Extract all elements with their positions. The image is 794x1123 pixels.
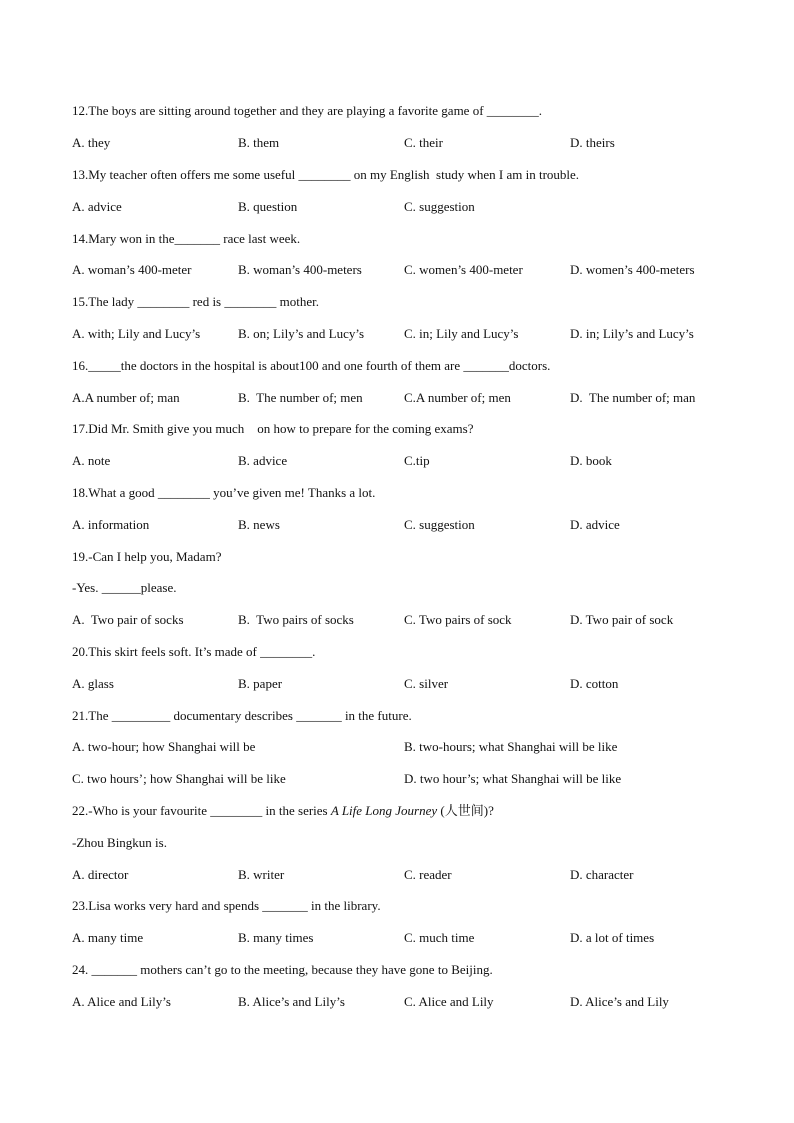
q16-option-b: B. The number of; men	[238, 390, 363, 405]
q22-option-a: A. director	[72, 867, 129, 882]
q17-option-d: D. book	[570, 453, 612, 468]
question-21: 21.The _________ documentary describes _______ in the future.	[72, 708, 412, 723]
q24-option-d: D. Alice’s and Lily	[570, 994, 669, 1009]
question-15: 15.The lady ________ red is ________ mother.	[72, 294, 319, 309]
question-16: 16._____the doctors in the hospital is about100 and one fourth of them are _______doctors.	[72, 358, 551, 373]
q18-option-a: A. information	[72, 517, 150, 532]
q19-option-b: B. Two pairs of socks	[238, 612, 354, 627]
question-20: 20.This skirt feels soft. It’s made of ________.	[72, 644, 316, 659]
q12-option-d: D. theirs	[570, 135, 615, 150]
q13-option-b: B. question	[238, 199, 298, 214]
q22-option-b: B. writer	[238, 867, 285, 882]
q14-option-a: A. woman’s 400-meter	[72, 262, 192, 277]
question-23: 23.Lisa works very hard and spends _______ in the library.	[72, 898, 381, 913]
q17-option-a: A. note	[72, 453, 111, 468]
q18-option-b: B. news	[238, 517, 280, 532]
q13-option-c: C. suggestion	[404, 199, 475, 214]
q22-option-c: C. reader	[404, 867, 452, 882]
q15-option-b: B. on; Lily’s and Lucy’s	[238, 326, 365, 341]
q18-option-d: D. advice	[570, 517, 620, 532]
q12-option-c: C. their	[404, 135, 443, 150]
question-24: 24. _______ mothers can’t go to the meeting, because they have gone to Beijing.	[72, 962, 493, 977]
question-13: 13.My teacher often offers me some useful ________ on my English study when I am in trouble.	[72, 167, 580, 182]
q20-option-c: C. silver	[404, 676, 449, 691]
q24-option-c: C. Alice and Lily	[404, 994, 494, 1009]
q12-option-a: A. they	[72, 135, 111, 150]
question-22-part-b: (人世间)?	[437, 803, 494, 818]
q14-option-c: C. women’s 400-meter	[404, 262, 523, 277]
q23-option-c: C. much time	[404, 930, 475, 945]
q19-option-d: D. Two pair of sock	[570, 612, 674, 627]
q17-option-b: B. advice	[238, 453, 288, 468]
q13-option-a: A. advice	[72, 199, 122, 214]
q16-option-d: D. The number of; man	[570, 390, 696, 405]
question-12: 12.The boys are sitting around together and they are playing a favorite game of ________.	[72, 103, 543, 118]
question-22-reply: -Zhou Bingkun is.	[72, 835, 167, 850]
q18-option-c: C. suggestion	[404, 517, 475, 532]
series-title: A Life Long Journey	[330, 803, 438, 818]
q23-option-b: B. many times	[238, 930, 314, 945]
q21-option-c: C. two hours’; how Shanghai will be like	[72, 771, 286, 786]
question-19: 19.-Can I help you, Madam?	[72, 549, 222, 564]
q16-option-a: A.A number of; man	[72, 390, 180, 405]
question-19-reply: -Yes. ______please.	[72, 580, 177, 595]
q23-option-d: D. a lot of times	[570, 930, 655, 945]
q20-option-b: B. paper	[238, 676, 283, 691]
question-22-part-a: 22.-Who is your favourite ________ in the series	[72, 803, 331, 818]
q15-option-d: D. in; Lily’s and Lucy’s	[570, 326, 694, 341]
question-17: 17.Did Mr. Smith give you much on how to prepare for the coming exams?	[72, 421, 474, 436]
q24-option-a: A. Alice and Lily’s	[72, 994, 171, 1009]
question-22	[72, 803, 494, 819]
q23-option-a: A. many time	[72, 930, 144, 945]
q17-option-c: C.tip	[404, 453, 430, 468]
q19-option-c: C. Two pairs of sock	[404, 612, 512, 627]
q15-option-a: A. with; Lily and Lucy’s	[72, 326, 201, 341]
q19-option-a: A. Two pair of socks	[72, 612, 184, 627]
q14-option-b: B. woman’s 400-meters	[238, 262, 362, 277]
q14-option-d: D. women’s 400-meters	[570, 262, 695, 277]
q12-option-b: B. them	[238, 135, 280, 150]
q21-option-b: B. two-hours; what Shanghai will be like	[404, 739, 618, 754]
q21-option-a: A. two-hour; how Shanghai will be	[72, 739, 256, 754]
question-18: 18.What a good ________ you’ve given me! Thanks a lot.	[72, 485, 376, 500]
q24-option-b: B. Alice’s and Lily’s	[238, 994, 345, 1009]
q22-option-d: D. character	[570, 867, 634, 882]
q20-option-d: D. cotton	[570, 676, 619, 691]
q15-option-c: C. in; Lily and Lucy’s	[404, 326, 519, 341]
q16-option-c: C.A number of; men	[404, 390, 511, 405]
q21-option-d: D. two hour’s; what Shanghai will be like	[404, 771, 622, 786]
q20-option-a: A. glass	[72, 676, 114, 691]
question-14: 14.Mary won in the_______ race last week.	[72, 231, 301, 246]
